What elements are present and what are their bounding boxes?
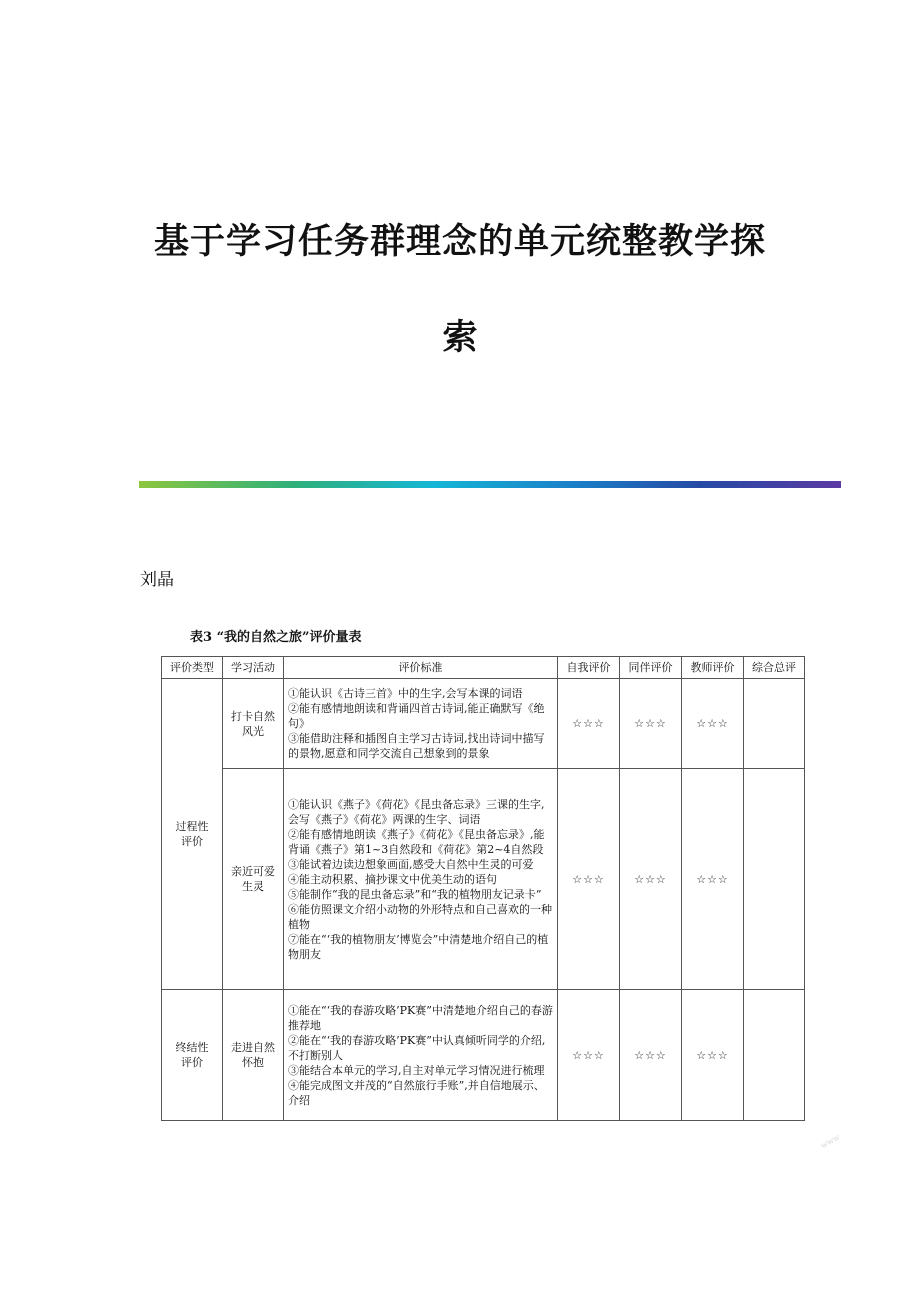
activity-label: 走进自然怀抱 xyxy=(231,1041,275,1069)
watermark-mark: www xyxy=(819,1132,842,1151)
evaluation-type-label: 过程性评价 xyxy=(175,820,209,848)
star-rating: ☆☆☆ xyxy=(572,1048,605,1062)
teacher-rating-cell xyxy=(682,679,744,769)
header-cell: 综合总评 xyxy=(744,657,805,679)
header-cell: 教师评价 xyxy=(682,657,744,679)
criteria-item: ④能完成图文并茂的“自然旅行手账”,并自信地展示、介绍 xyxy=(288,1078,545,1107)
activity-cell xyxy=(223,769,284,990)
activity-cell xyxy=(223,679,284,769)
criteria-item: ②能有感情地朗读和背诵四首古诗词,能正确默写《绝句》 xyxy=(288,702,545,730)
criteria-item: ⑤能制作“我的昆虫备忘录”和“我的植物朋友记录卡” xyxy=(288,887,542,901)
overall-rating-cell xyxy=(744,679,805,769)
teacher-rating-cell xyxy=(682,990,744,1121)
evaluation-type-label: 终结性评价 xyxy=(175,1041,209,1069)
criteria-cell xyxy=(284,769,558,990)
activity-cell xyxy=(223,990,284,1121)
header-cell: 学习活动 xyxy=(223,657,284,679)
star-rating: ☆☆☆ xyxy=(572,717,605,730)
criteria-item: ⑥能仿照课文介绍小动物的外形特点和自己喜欢的一种植物 xyxy=(288,902,552,931)
teacher-rating-cell xyxy=(682,769,744,990)
table-header-row xyxy=(162,657,805,679)
activity-label: 打卡自然风光 xyxy=(231,709,275,738)
criteria-item: ③能试着边读边想象画面,感受大自然中生灵的可爱 xyxy=(288,857,534,871)
criteria-item: ①能在“‘我的春游攻略’PK赛”中清楚地介绍自己的春游推荐地 xyxy=(288,1003,553,1032)
header-cell: 同伴评价 xyxy=(620,657,682,679)
table-caption: 表3 “我的自然之旅”评价量表 xyxy=(190,630,362,645)
overall-rating-cell xyxy=(744,769,805,990)
peer-rating-cell xyxy=(620,679,682,769)
criteria-item: ①能认识《古诗三首》中的生字,会写本课的词语 xyxy=(288,687,523,700)
evaluation-type-cell xyxy=(162,679,223,990)
header-cell: 自我评价 xyxy=(558,657,620,679)
star-rating: ☆☆☆ xyxy=(572,872,605,886)
peer-rating-cell xyxy=(620,990,682,1121)
self-rating-cell xyxy=(558,679,620,769)
peer-rating-cell xyxy=(620,769,682,990)
header-cell: 评价标准 xyxy=(284,657,558,679)
criteria-cell xyxy=(284,990,558,1121)
criteria-item: ①能认识《燕子》《荷花》《昆虫备忘录》三课的生字,会写《燕子》《荷花》两课的生字、词语 xyxy=(288,797,545,826)
star-rating: ☆☆☆ xyxy=(634,872,667,886)
header-cell: 评价类型 xyxy=(162,657,223,679)
table-row xyxy=(162,769,805,990)
criteria-item: ③能借助注释和插图自主学习古诗词,找出诗词中描写的景物,愿意和同学交流自己想象到的景象 xyxy=(288,732,545,760)
overall-rating-cell xyxy=(744,990,805,1121)
criteria-item: ④能主动积累、摘抄课文中优美生动的语句 xyxy=(288,872,497,886)
evaluation-table xyxy=(161,656,805,1121)
table-row xyxy=(162,990,805,1121)
document-title-line-1: 基于学习任务群理念的单元统整教学探 xyxy=(153,221,766,262)
star-rating: ☆☆☆ xyxy=(634,717,667,730)
evaluation-type-cell xyxy=(162,990,223,1121)
author-name: 刘晶 xyxy=(140,570,174,590)
self-rating-cell xyxy=(558,990,620,1121)
gradient-divider xyxy=(139,481,841,488)
star-rating: ☆☆☆ xyxy=(634,1048,667,1062)
criteria-cell xyxy=(284,679,558,769)
table-row xyxy=(162,679,805,769)
star-rating: ☆☆☆ xyxy=(696,1048,729,1062)
document-title-line-2: 索 xyxy=(442,317,478,358)
activity-label: 亲近可爱生灵 xyxy=(231,865,275,893)
criteria-item: ⑦能在“‘我的植物朋友’博览会”中清楚地介绍自己的植物朋友 xyxy=(288,932,549,961)
criteria-item: ②能有感情地朗读《燕子》《荷花》《昆虫备忘录》,能背诵《燕子》第1~3自然段和《荷花》第2~4自然段 xyxy=(288,827,545,856)
criteria-item: ③能结合本单元的学习,自主对单元学习情况进行梳理 xyxy=(288,1063,545,1077)
star-rating: ☆☆☆ xyxy=(696,717,729,730)
criteria-item: ②能在“‘我的春游攻略’PK赛”中认真倾听同学的介绍,不打断别人 xyxy=(288,1033,546,1062)
self-rating-cell xyxy=(558,769,620,990)
star-rating: ☆☆☆ xyxy=(696,872,729,886)
